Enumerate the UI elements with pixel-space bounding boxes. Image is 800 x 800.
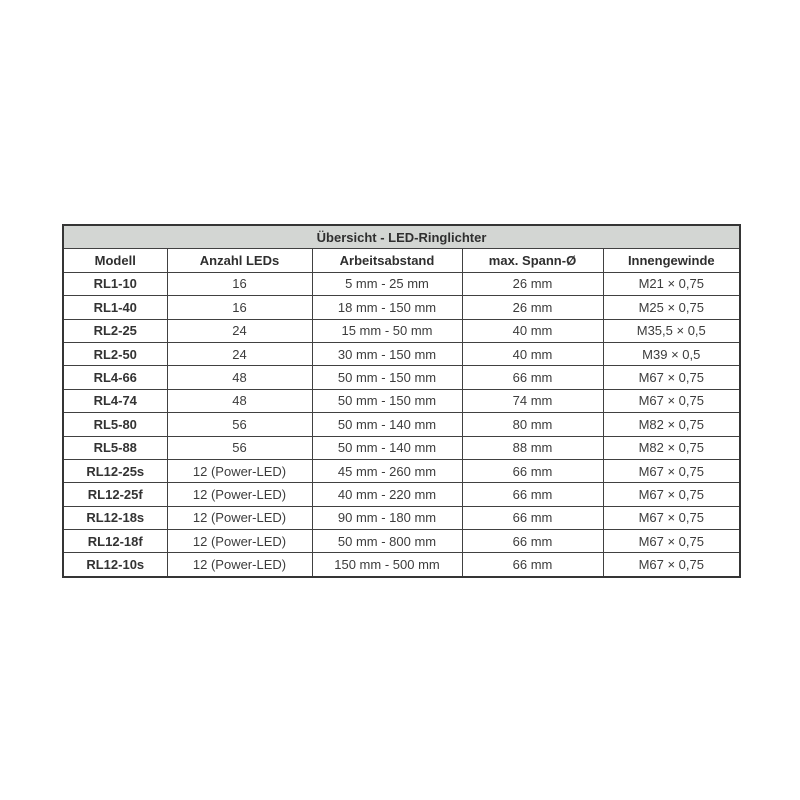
model-cell: RL12-18f [63,530,167,553]
led-count-cell: 16 [167,296,312,319]
table-body [63,272,740,577]
max-clamp-diameter-cell: 66 mm [462,459,603,482]
max-clamp-diameter-cell: 66 mm [462,506,603,529]
model-cell: RL5-88 [63,436,167,459]
max-clamp-diameter-cell: 66 mm [462,483,603,506]
table-row [63,342,740,365]
working-distance-cell: 15 mm - 50 mm [312,319,462,342]
working-distance-cell: 150 mm - 500 mm [312,553,462,577]
led-count-cell: 24 [167,342,312,365]
led-count-cell: 12 (Power-LED) [167,459,312,482]
working-distance-cell: 18 mm - 150 mm [312,296,462,319]
max-clamp-diameter-cell: 74 mm [462,389,603,412]
led-count-cell: 16 [167,272,312,295]
table-title: Übersicht - LED-Ringlichter [63,225,740,249]
table-row [63,272,740,295]
model-cell: RL4-66 [63,366,167,389]
inner-thread-cell: M67 × 0,75 [603,366,740,389]
model-cell: RL12-18s [63,506,167,529]
led-count-cell: 56 [167,413,312,436]
model-cell: RL5-80 [63,413,167,436]
led-count-cell: 12 (Power-LED) [167,483,312,506]
column-header-inner-thread-cell: Innengewinde [603,249,740,272]
inner-thread-cell: M67 × 0,75 [603,459,740,482]
column-header-working-distance-cell: Arbeitsabstand [312,249,462,272]
table-row [63,389,740,412]
working-distance-cell: 90 mm - 180 mm [312,506,462,529]
inner-thread-cell: M39 × 0,5 [603,342,740,365]
table-title-row [63,225,740,249]
model-cell: RL1-10 [63,272,167,295]
max-clamp-diameter-cell: 26 mm [462,296,603,319]
working-distance-cell: 50 mm - 150 mm [312,366,462,389]
led-count-cell: 12 (Power-LED) [167,506,312,529]
max-clamp-diameter-cell: 80 mm [462,413,603,436]
inner-thread-cell: M67 × 0,75 [603,389,740,412]
led-ringlight-spec-table [62,224,741,578]
table-row [63,319,740,342]
table-row [63,483,740,506]
inner-thread-cell: M35,5 × 0,5 [603,319,740,342]
table-row [63,436,740,459]
inner-thread-cell: M67 × 0,75 [603,530,740,553]
model-cell: RL12-25s [63,459,167,482]
inner-thread-cell: M67 × 0,75 [603,506,740,529]
working-distance-cell: 50 mm - 800 mm [312,530,462,553]
inner-thread-cell: M82 × 0,75 [603,436,740,459]
working-distance-cell: 5 mm - 25 mm [312,272,462,295]
max-clamp-diameter-cell: 66 mm [462,366,603,389]
led-count-cell: 48 [167,389,312,412]
led-count-cell: 12 (Power-LED) [167,530,312,553]
table-header-row [63,249,740,272]
led-count-cell: 12 (Power-LED) [167,553,312,577]
max-clamp-diameter-cell: 26 mm [462,272,603,295]
model-cell: RL12-10s [63,553,167,577]
table-row [63,506,740,529]
model-cell: RL4-74 [63,389,167,412]
led-count-cell: 48 [167,366,312,389]
max-clamp-diameter-cell: 66 mm [462,530,603,553]
working-distance-cell: 40 mm - 220 mm [312,483,462,506]
led-count-cell: 24 [167,319,312,342]
model-cell: RL2-25 [63,319,167,342]
working-distance-cell: 50 mm - 150 mm [312,389,462,412]
working-distance-cell: 50 mm - 140 mm [312,436,462,459]
column-header-led-count-cell: Anzahl LEDs [167,249,312,272]
table-row [63,413,740,436]
model-cell: RL12-25f [63,483,167,506]
inner-thread-cell: M82 × 0,75 [603,413,740,436]
table-row [63,459,740,482]
working-distance-cell: 45 mm - 260 mm [312,459,462,482]
inner-thread-cell: M67 × 0,75 [603,483,740,506]
led-count-cell: 56 [167,436,312,459]
table-row [63,530,740,553]
table-row [63,366,740,389]
inner-thread-cell: M25 × 0,75 [603,296,740,319]
inner-thread-cell: M67 × 0,75 [603,553,740,577]
model-cell: RL2-50 [63,342,167,365]
max-clamp-diameter-cell: 66 mm [462,553,603,577]
table-row [63,296,740,319]
model-cell: RL1-40 [63,296,167,319]
working-distance-cell: 30 mm - 150 mm [312,342,462,365]
column-header-model-cell: Modell [63,249,167,272]
max-clamp-diameter-cell: 40 mm [462,342,603,365]
table-row [63,553,740,577]
max-clamp-diameter-cell: 88 mm [462,436,603,459]
working-distance-cell: 50 mm - 140 mm [312,413,462,436]
max-clamp-diameter-cell: 40 mm [462,319,603,342]
inner-thread-cell: M21 × 0,75 [603,272,740,295]
column-header-max-clamp-diameter-cell: max. Spann-Ø [462,249,603,272]
